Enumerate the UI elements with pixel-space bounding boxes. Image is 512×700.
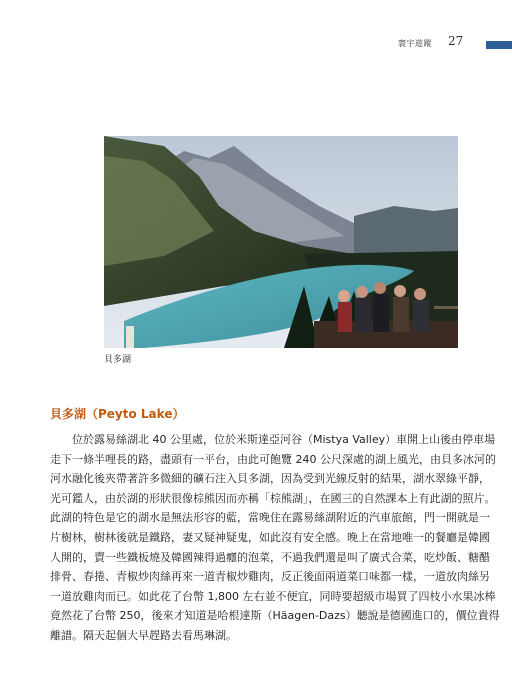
body-line: 光可鑑人，由於湖的形狀很像棕熊因而亦稱「棕熊湖」，在國三的自然課本上有此湖的照片。 (50, 491, 496, 505)
body-line: 離譜。隔天起個大早趕路去看馬琳湖。 (50, 628, 237, 642)
body-line: 此湖的特色是它的湖水是無法形容的藍，當晚住在露易絲湖附近的汽車旅館，門一開就是一 (50, 511, 490, 525)
photo-caption: 貝多湖 (104, 355, 132, 365)
peyto-lake-photo (104, 136, 458, 348)
body-line: 位於露易絲湖北 40 公里處，位於米斯達亞河谷（Mistya Valley）車開上山後由停車場 (72, 433, 496, 446)
body-line: 走下一條半哩長的路，盡頭有一平台，由此可飽覽 240 公尺深處的湖上風光，由貝多冰河的 (50, 452, 496, 466)
page-number: 27 (448, 34, 464, 48)
body-line: 一道放雞肉而已。如此花了台幣 1,800 左右並不便宜，同時要超級市場買了四枝小水果冰棒 (50, 589, 496, 603)
body-line: 竟然花了台幣 250，後來才知道是哈根達斯（Häagen-Dazs）聽說是德國進口的，價位貴得 (50, 609, 500, 623)
body-line: 河水融化後夾帶著許多微細的礦石注入貝多湖，因為受到光線反射的結果，湖水翠綠平靜， (50, 472, 490, 486)
section-heading: 貝多湖（Peyto Lake） (50, 407, 185, 421)
body-line: 排骨、春捲、青椒炒肉絲再來一道青椒炒雞肉，反正後面兩道菜口味都一樣，一道放肉絲另 (50, 570, 490, 584)
header-accent-bar (486, 41, 512, 49)
article-body (50, 430, 500, 646)
body-line: 人開的，賣一些鐵板燒及韓國辣得過癮的泡菜，不過我們還是叫了廣式合菜，吃炒飯、糖醋 (50, 550, 490, 564)
running-title: 寰宇遊蹤 (398, 39, 432, 48)
body-line: 片樹林，樹林後就是鐵路，妻又疑神疑鬼，如此沒有安全感。晚上在當地唯一的餐廳是韓國 (50, 530, 490, 544)
lake-illustration (104, 136, 458, 348)
